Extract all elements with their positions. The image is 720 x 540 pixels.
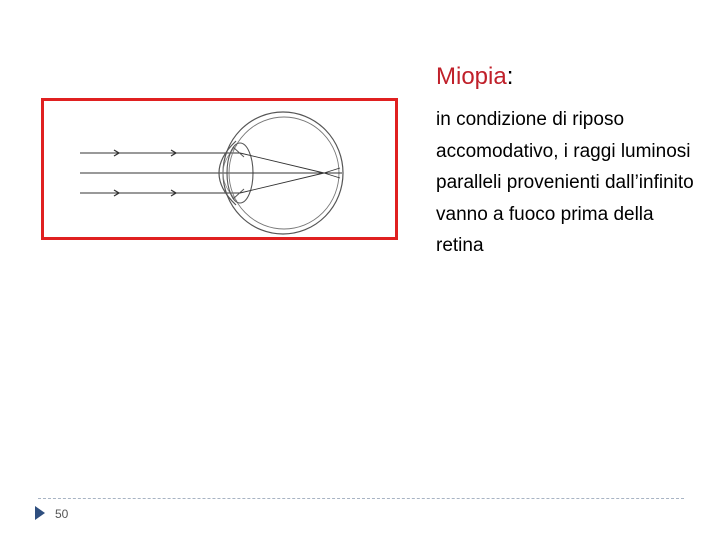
slide-title	[436, 62, 513, 92]
footer-divider	[38, 498, 684, 499]
diverging-ray-top	[324, 173, 340, 178]
triangle-right-icon	[34, 506, 46, 520]
diverging-ray-bottom	[324, 168, 340, 173]
iris-top	[233, 147, 244, 157]
iris-bottom	[233, 189, 244, 199]
title-term: Miopia	[436, 63, 507, 90]
page-number: 50	[55, 507, 69, 521]
myopic-eye-diagram	[44, 101, 395, 237]
body-text: in condizione di riposo accomodativo, i raggi luminosi paralleli provenienti dall’infinito vanno a fuoco prima della retina	[436, 109, 694, 256]
figure-frame	[41, 98, 398, 240]
title-colon: :	[506, 63, 514, 90]
